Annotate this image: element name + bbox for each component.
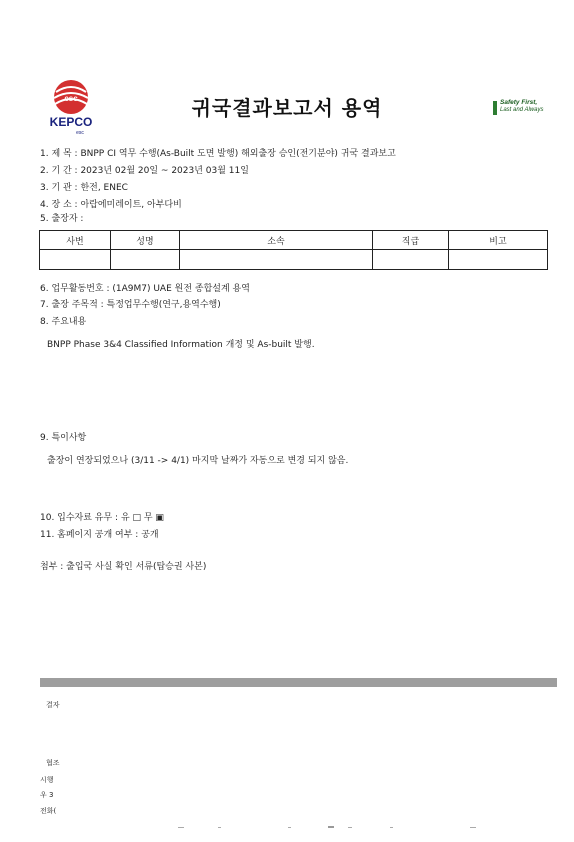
slogan-line2: Last and Always xyxy=(500,107,544,113)
item-homepage-disclosure: 11. 홈페이지 공개 여부 : 공개 xyxy=(40,530,159,540)
approval-label: 결자 xyxy=(46,701,60,709)
item-location: 4. 장 소 : 아랍에미레이트, 아부다비 xyxy=(40,200,182,210)
table-cell xyxy=(373,250,449,270)
col-department: 소속 xyxy=(180,231,373,250)
main-content-body: BNPP Phase 3&4 Classified Information 개정 및 As-built 발행. xyxy=(47,340,315,350)
attachment: 첨부 : 출입국 사실 확인 서류(탑승권 사본) xyxy=(40,562,207,572)
col-employee-id: 사번 xyxy=(40,231,111,250)
table-cell xyxy=(180,250,373,270)
item-special-notes: 9. 특이사항 xyxy=(40,433,87,443)
safety-slogan xyxy=(493,99,553,121)
item-subject: 1. 제 목 : BNPP CI 역무 수행(As-Built 도면 발행) 해외출장 승인(전기분야) 귀국 결과보고 xyxy=(40,149,396,159)
col-name: 성명 xyxy=(111,231,180,250)
col-rank: 직급 xyxy=(373,231,449,250)
slogan-line1: Safety First, xyxy=(500,99,538,106)
item-materials: 10. 입수자료 유무 : 유 □ 무 ▣ xyxy=(40,513,164,523)
report-title: 귀국결과보고서 용역 xyxy=(191,96,383,120)
table-cell xyxy=(111,250,180,270)
enforcement-label: 시행 xyxy=(40,776,54,784)
approval-divider xyxy=(40,678,557,687)
special-notes-body: 출장이 연장되었으나 (3/11 -> 4/1) 마지막 날짜가 자동으로 변경 되지 않음. xyxy=(47,456,349,466)
item-period: 2. 기 간 : 2023년 02월 20일 ~ 2023년 03월 11일 xyxy=(40,166,249,176)
slogan-bar xyxy=(493,101,497,115)
table-cell xyxy=(40,250,111,270)
logo-text: KEPCO xyxy=(49,115,93,129)
faded-text-fragments xyxy=(170,815,500,819)
postal-label: 우 3 xyxy=(40,791,54,799)
item-main-content: 8. 주요내용 xyxy=(40,317,87,327)
item-activity-number: 6. 업무활동번호 : (1A9M7) UAE 원전 종합설계 용역 xyxy=(40,284,250,294)
item-travelers: 5. 출장자 : xyxy=(40,214,84,224)
travelers-table xyxy=(39,230,548,270)
cooperation-label: 협조 xyxy=(46,759,60,767)
col-remarks: 비고 xyxy=(449,231,548,250)
table-cell xyxy=(449,250,548,270)
item-organization: 3. 기 관 : 한전, ENEC xyxy=(40,183,128,193)
svg-text:esc: esc xyxy=(64,94,78,103)
logo-sub: esc xyxy=(76,130,84,136)
item-purpose: 7. 출장 주목적 : 특정업무수행(연구,용역수행) xyxy=(40,300,221,310)
phone-label: 전화( xyxy=(40,807,57,815)
